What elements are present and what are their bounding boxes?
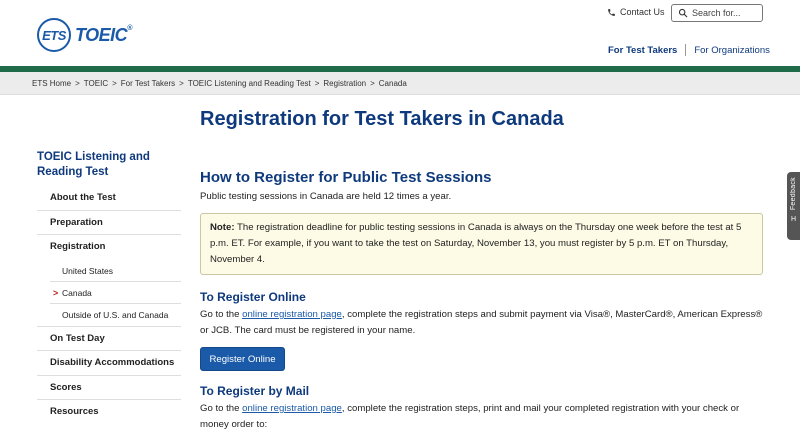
note-text: The registration deadline for public testing sessions in Canada is always on the Thursday one week before the test at 5 p.m. ET. For example, if you want to take the test on Saturday, November 13, you must register by 5 p.m. ET on Thursday, November 4. bbox=[210, 222, 742, 265]
breadcrumb-separator: > bbox=[75, 78, 80, 88]
public-sessions-text: Public testing sessions in Canada are held 12 times a year. bbox=[200, 191, 452, 202]
register-online-button[interactable]: Register Online bbox=[200, 347, 285, 371]
sidebar-subitem-label: Canada bbox=[62, 287, 92, 298]
nav-for-test-takers[interactable]: For Test Takers bbox=[608, 44, 678, 56]
sidebar-item-scores[interactable]: Scores bbox=[37, 376, 181, 401]
nav-for-organizations[interactable]: For Organizations bbox=[694, 44, 770, 56]
register-mail-pre: Go to the bbox=[200, 403, 243, 414]
registered-mark: ® bbox=[127, 24, 132, 32]
sidebar-subitem-united-states[interactable] bbox=[50, 260, 181, 282]
toeic-wordmark: TOEIC bbox=[75, 24, 128, 45]
breadcrumb-separator: > bbox=[179, 78, 184, 88]
breadcrumb-listening-reading[interactable]: TOEIC Listening and Reading Test bbox=[187, 78, 311, 88]
mail-online-registration-link[interactable]: online registration page bbox=[242, 403, 342, 414]
sidebar-item-preparation[interactable]: Preparation bbox=[37, 211, 181, 236]
register-online-post: , complete the registration steps and submit payment via Visa®, MasterCard®, American Express® or JCB. The card must be registered in your name. bbox=[200, 309, 763, 336]
toeic-logo-text bbox=[75, 25, 132, 46]
online-registration-link[interactable]: online registration page bbox=[242, 309, 342, 320]
ets-logo-text: ETS bbox=[42, 27, 66, 43]
sidebar-subitem-outside-us-canada[interactable] bbox=[50, 304, 181, 326]
ets-toeic-logo[interactable] bbox=[37, 18, 132, 52]
sidebar-subitem-label: United States bbox=[62, 265, 114, 276]
sidebar-item-about[interactable]: About the Test bbox=[37, 186, 181, 211]
sidebar-title[interactable]: TOEIC Listening and Reading Test bbox=[37, 151, 150, 178]
feedback-label: Feedback bbox=[790, 177, 797, 211]
contact-us-label: Contact Us bbox=[620, 7, 665, 17]
breadcrumb-ets-home[interactable]: ETS Home bbox=[32, 78, 72, 88]
phone-icon bbox=[607, 8, 616, 17]
page-title: Registration for Test Takers in Canada bbox=[200, 108, 564, 130]
register-mail-post: , complete the registration steps, print and mail your completed registration with your check or money order to: bbox=[200, 403, 740, 430]
note-label: Note: bbox=[210, 222, 235, 233]
breadcrumb-canada: Canada bbox=[378, 78, 407, 88]
sidebar-subitem-label: Outside of U.S. and Canada bbox=[62, 309, 169, 320]
breadcrumb-separator: > bbox=[314, 78, 320, 88]
sidebar-item-disability-accommodations[interactable]: Disability Accommodations bbox=[37, 351, 181, 376]
sidebar-item-registration[interactable]: Registration bbox=[50, 241, 106, 252]
audience-nav bbox=[608, 44, 770, 56]
breadcrumb-separator: > bbox=[112, 78, 117, 88]
ets-logo-badge bbox=[37, 18, 71, 52]
contact-us-link[interactable] bbox=[607, 7, 665, 17]
breadcrumb-registration[interactable]: Registration bbox=[323, 78, 367, 88]
active-marker-icon: > bbox=[53, 287, 59, 298]
deadline-note bbox=[200, 213, 763, 275]
search-box[interactable] bbox=[671, 4, 763, 22]
sidebar-nav bbox=[37, 150, 181, 425]
breadcrumb bbox=[0, 72, 800, 95]
register-online-pre: Go to the bbox=[200, 309, 243, 320]
register-online-heading: To Register Online bbox=[200, 290, 306, 304]
breadcrumb-toeic[interactable]: TOEIC bbox=[83, 78, 109, 88]
feedback-tab[interactable] bbox=[787, 172, 800, 240]
search-input[interactable] bbox=[692, 8, 756, 18]
breadcrumb-separator: > bbox=[370, 78, 375, 88]
sidebar-item-on-test-day[interactable]: On Test Day bbox=[37, 327, 181, 352]
site-header bbox=[0, 0, 800, 66]
register-online-text bbox=[200, 307, 765, 339]
feedback-icon: H bbox=[790, 216, 797, 224]
main-content bbox=[200, 105, 768, 430]
breadcrumb-for-test-takers[interactable]: For Test Takers bbox=[120, 78, 176, 88]
register-by-mail-text bbox=[200, 401, 765, 431]
nav-divider bbox=[685, 44, 686, 56]
section-heading-public-sessions: How to Register for Public Test Sessions bbox=[200, 169, 492, 186]
search-icon[interactable] bbox=[678, 8, 688, 18]
sidebar-registration-group bbox=[37, 235, 181, 327]
sidebar-subitem-canada[interactable] bbox=[50, 282, 181, 304]
register-by-mail-heading: To Register by Mail bbox=[200, 384, 310, 398]
sidebar-item-resources[interactable]: Resources bbox=[50, 406, 99, 417]
